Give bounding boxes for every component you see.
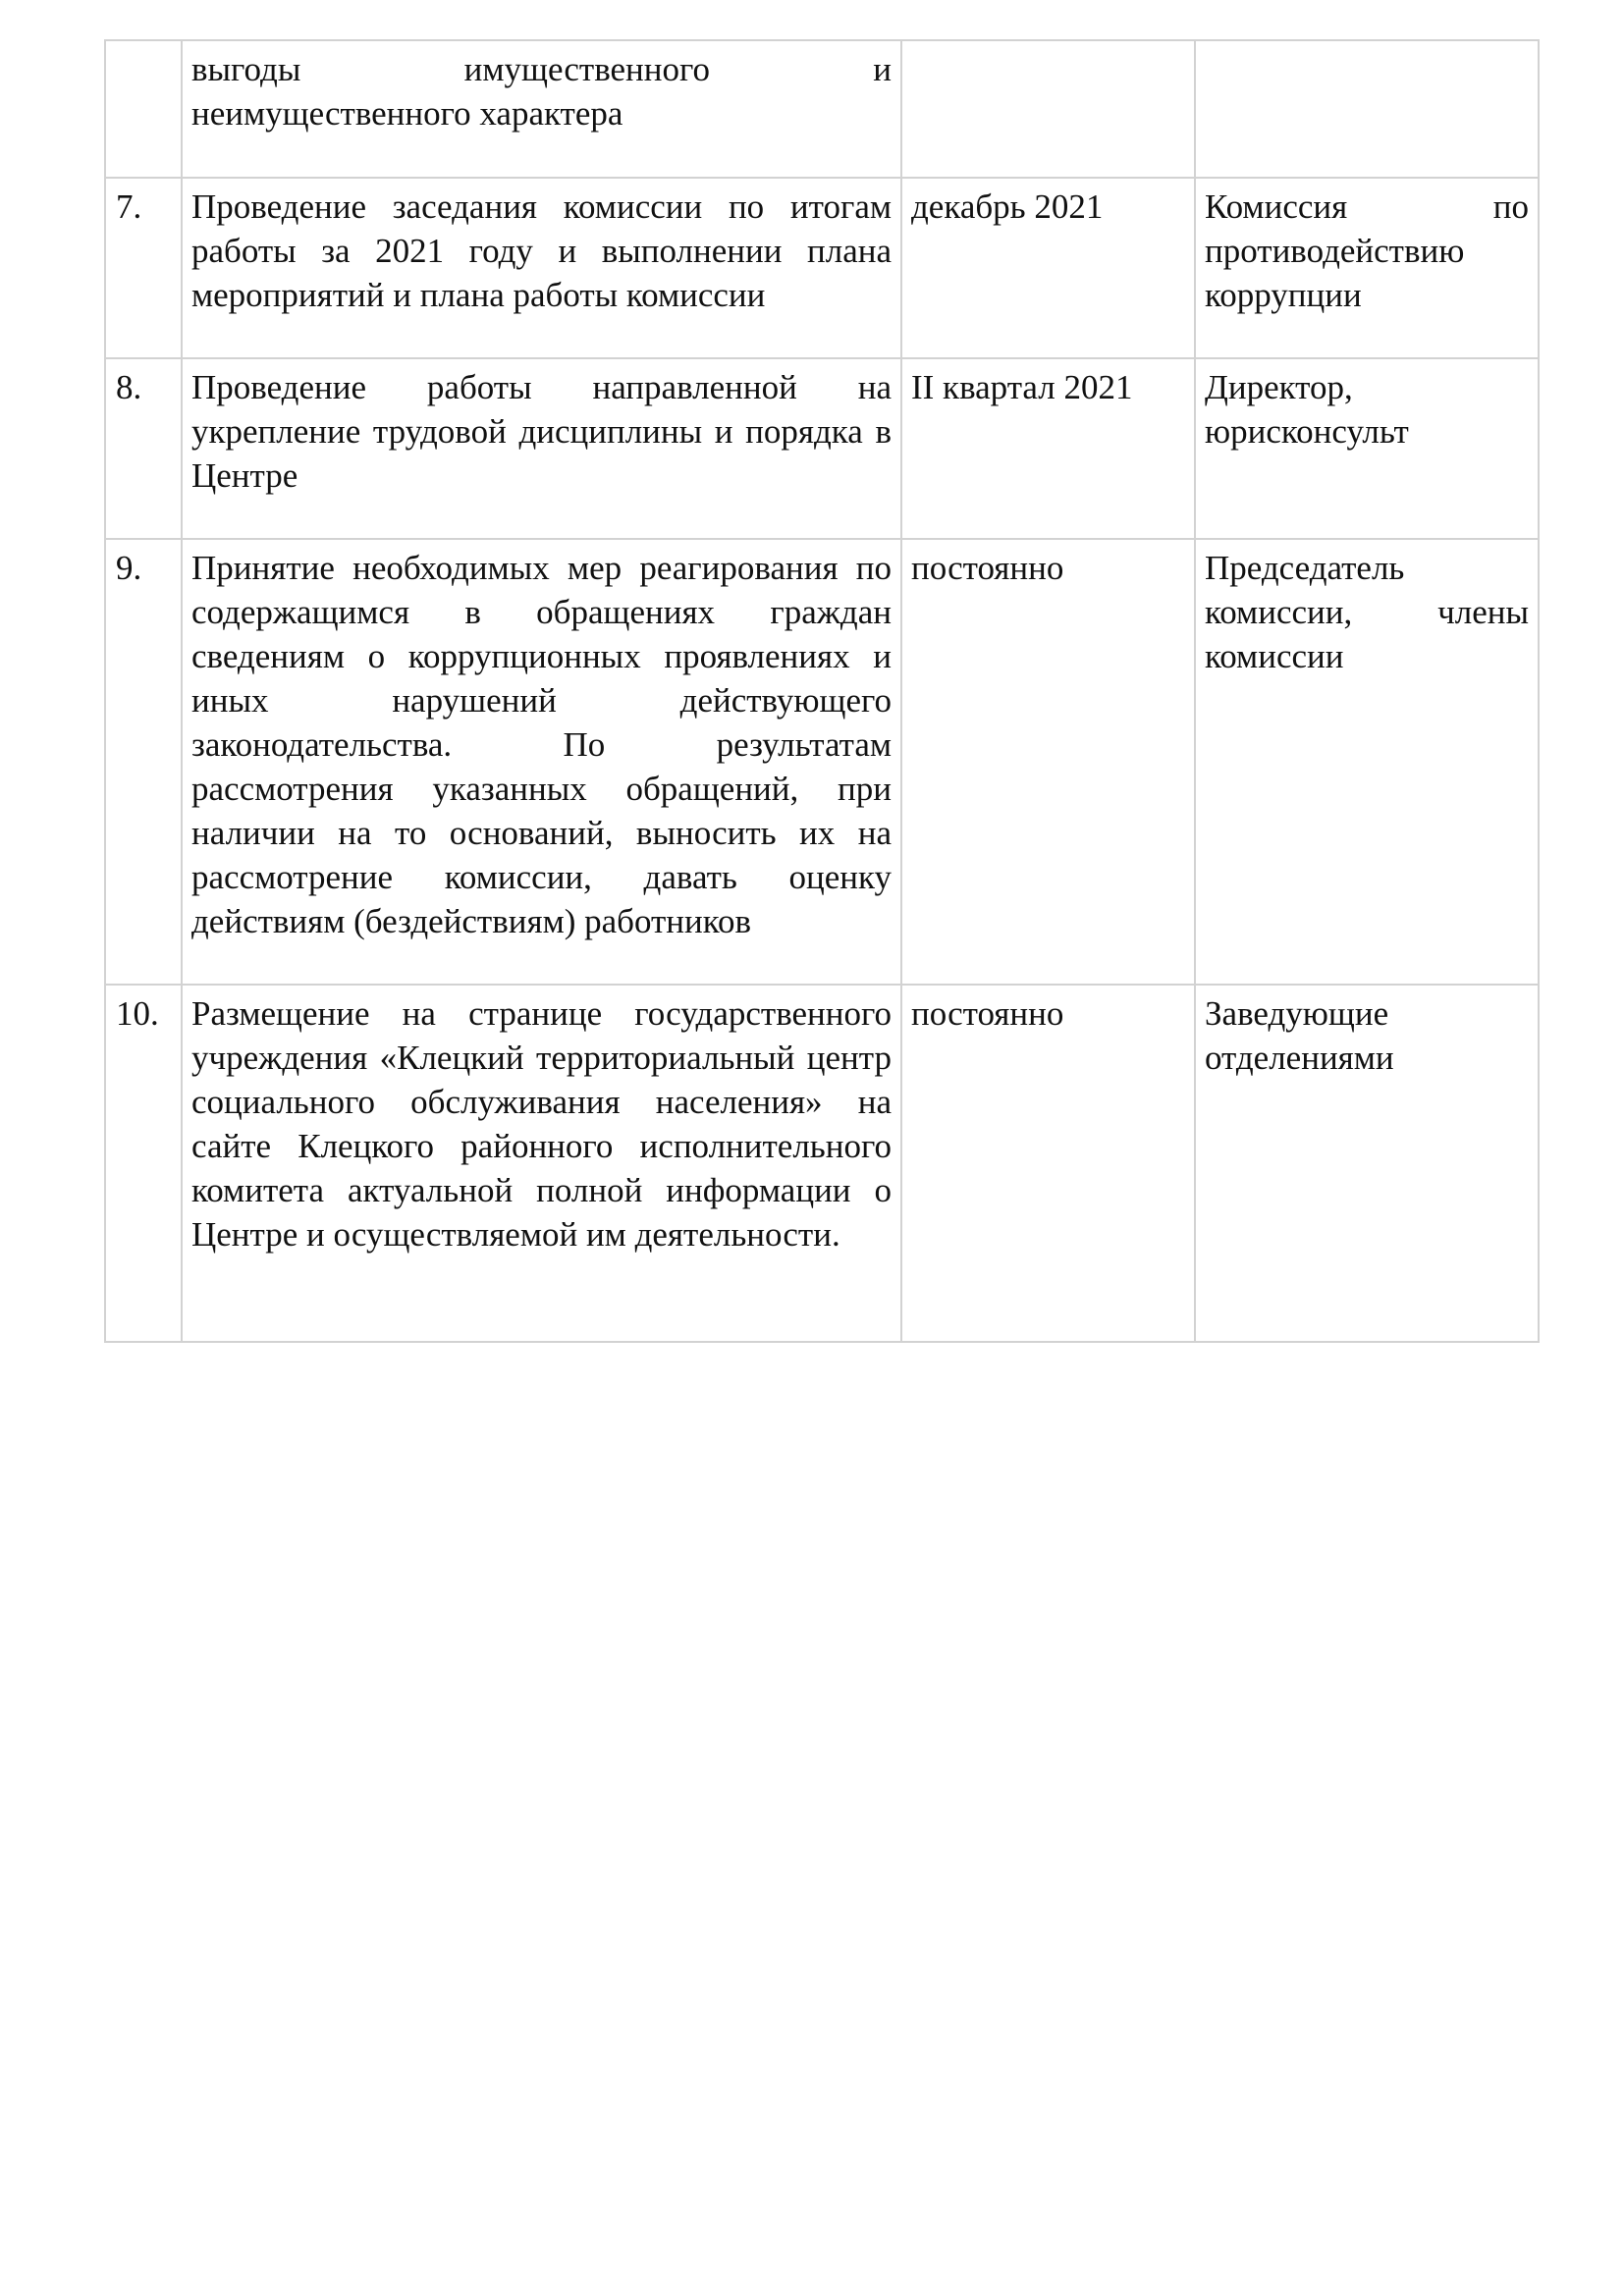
date-cell: декабрь 2021 (901, 178, 1195, 358)
date-cell: постоянно (901, 539, 1195, 985)
action-plan-table (104, 39, 1540, 1343)
task-cell: Принятие необходимых мер реагирования по содержащимся в обращениях граждан сведениям о коррупционных проявлениях и иных нарушений действующего законодательства. По результатам рассмотрения указанных обращений, при наличии на то оснований, выносить их на рассмотрение комиссии, давать оценку действиям (бездействиям) работников (182, 539, 901, 985)
responsible-cell (1195, 40, 1539, 178)
responsible-cell: Председатель комиссии, члены комиссии (1195, 539, 1539, 985)
responsible-cell: Комиссия по противодействию коррупции (1195, 178, 1539, 358)
date-cell: постоянно (901, 985, 1195, 1342)
table-row (105, 40, 1539, 178)
table-row (105, 358, 1539, 539)
table-row (105, 539, 1539, 985)
row-number-cell: 7. (105, 178, 182, 358)
date-cell (901, 40, 1195, 178)
responsible-cell: Директор, юрисконсульт (1195, 358, 1539, 539)
table-row (105, 985, 1539, 1342)
table-row (105, 178, 1539, 358)
row-number-cell: 9. (105, 539, 182, 985)
date-cell: II квартал 2021 (901, 358, 1195, 539)
task-cell: Размещение на странице государственного учреждения «Клецкий территориальный центр социального обслуживания населения» на сайте Клецкого районного исполнительного комитета актуальной полной информации о Центре и осуществляемой им деятельности. (182, 985, 901, 1342)
row-number-cell: 8. (105, 358, 182, 539)
row-number-cell (105, 40, 182, 178)
row-number-cell: 10. (105, 985, 182, 1342)
task-text-line: выгоды имущественного и (191, 50, 892, 88)
task-text: неимущественного характера (191, 94, 623, 133)
task-cell: Проведение работы направленной на укрепление трудовой дисциплины и порядка в Центре (182, 358, 901, 539)
task-cell: Проведение заседания комиссии по итогам работы за 2021 году и выполнении плана мероприятий и плана работы комиссии (182, 178, 901, 358)
responsible-cell: Заведующие отделениями (1195, 985, 1539, 1342)
task-cell (182, 40, 901, 178)
